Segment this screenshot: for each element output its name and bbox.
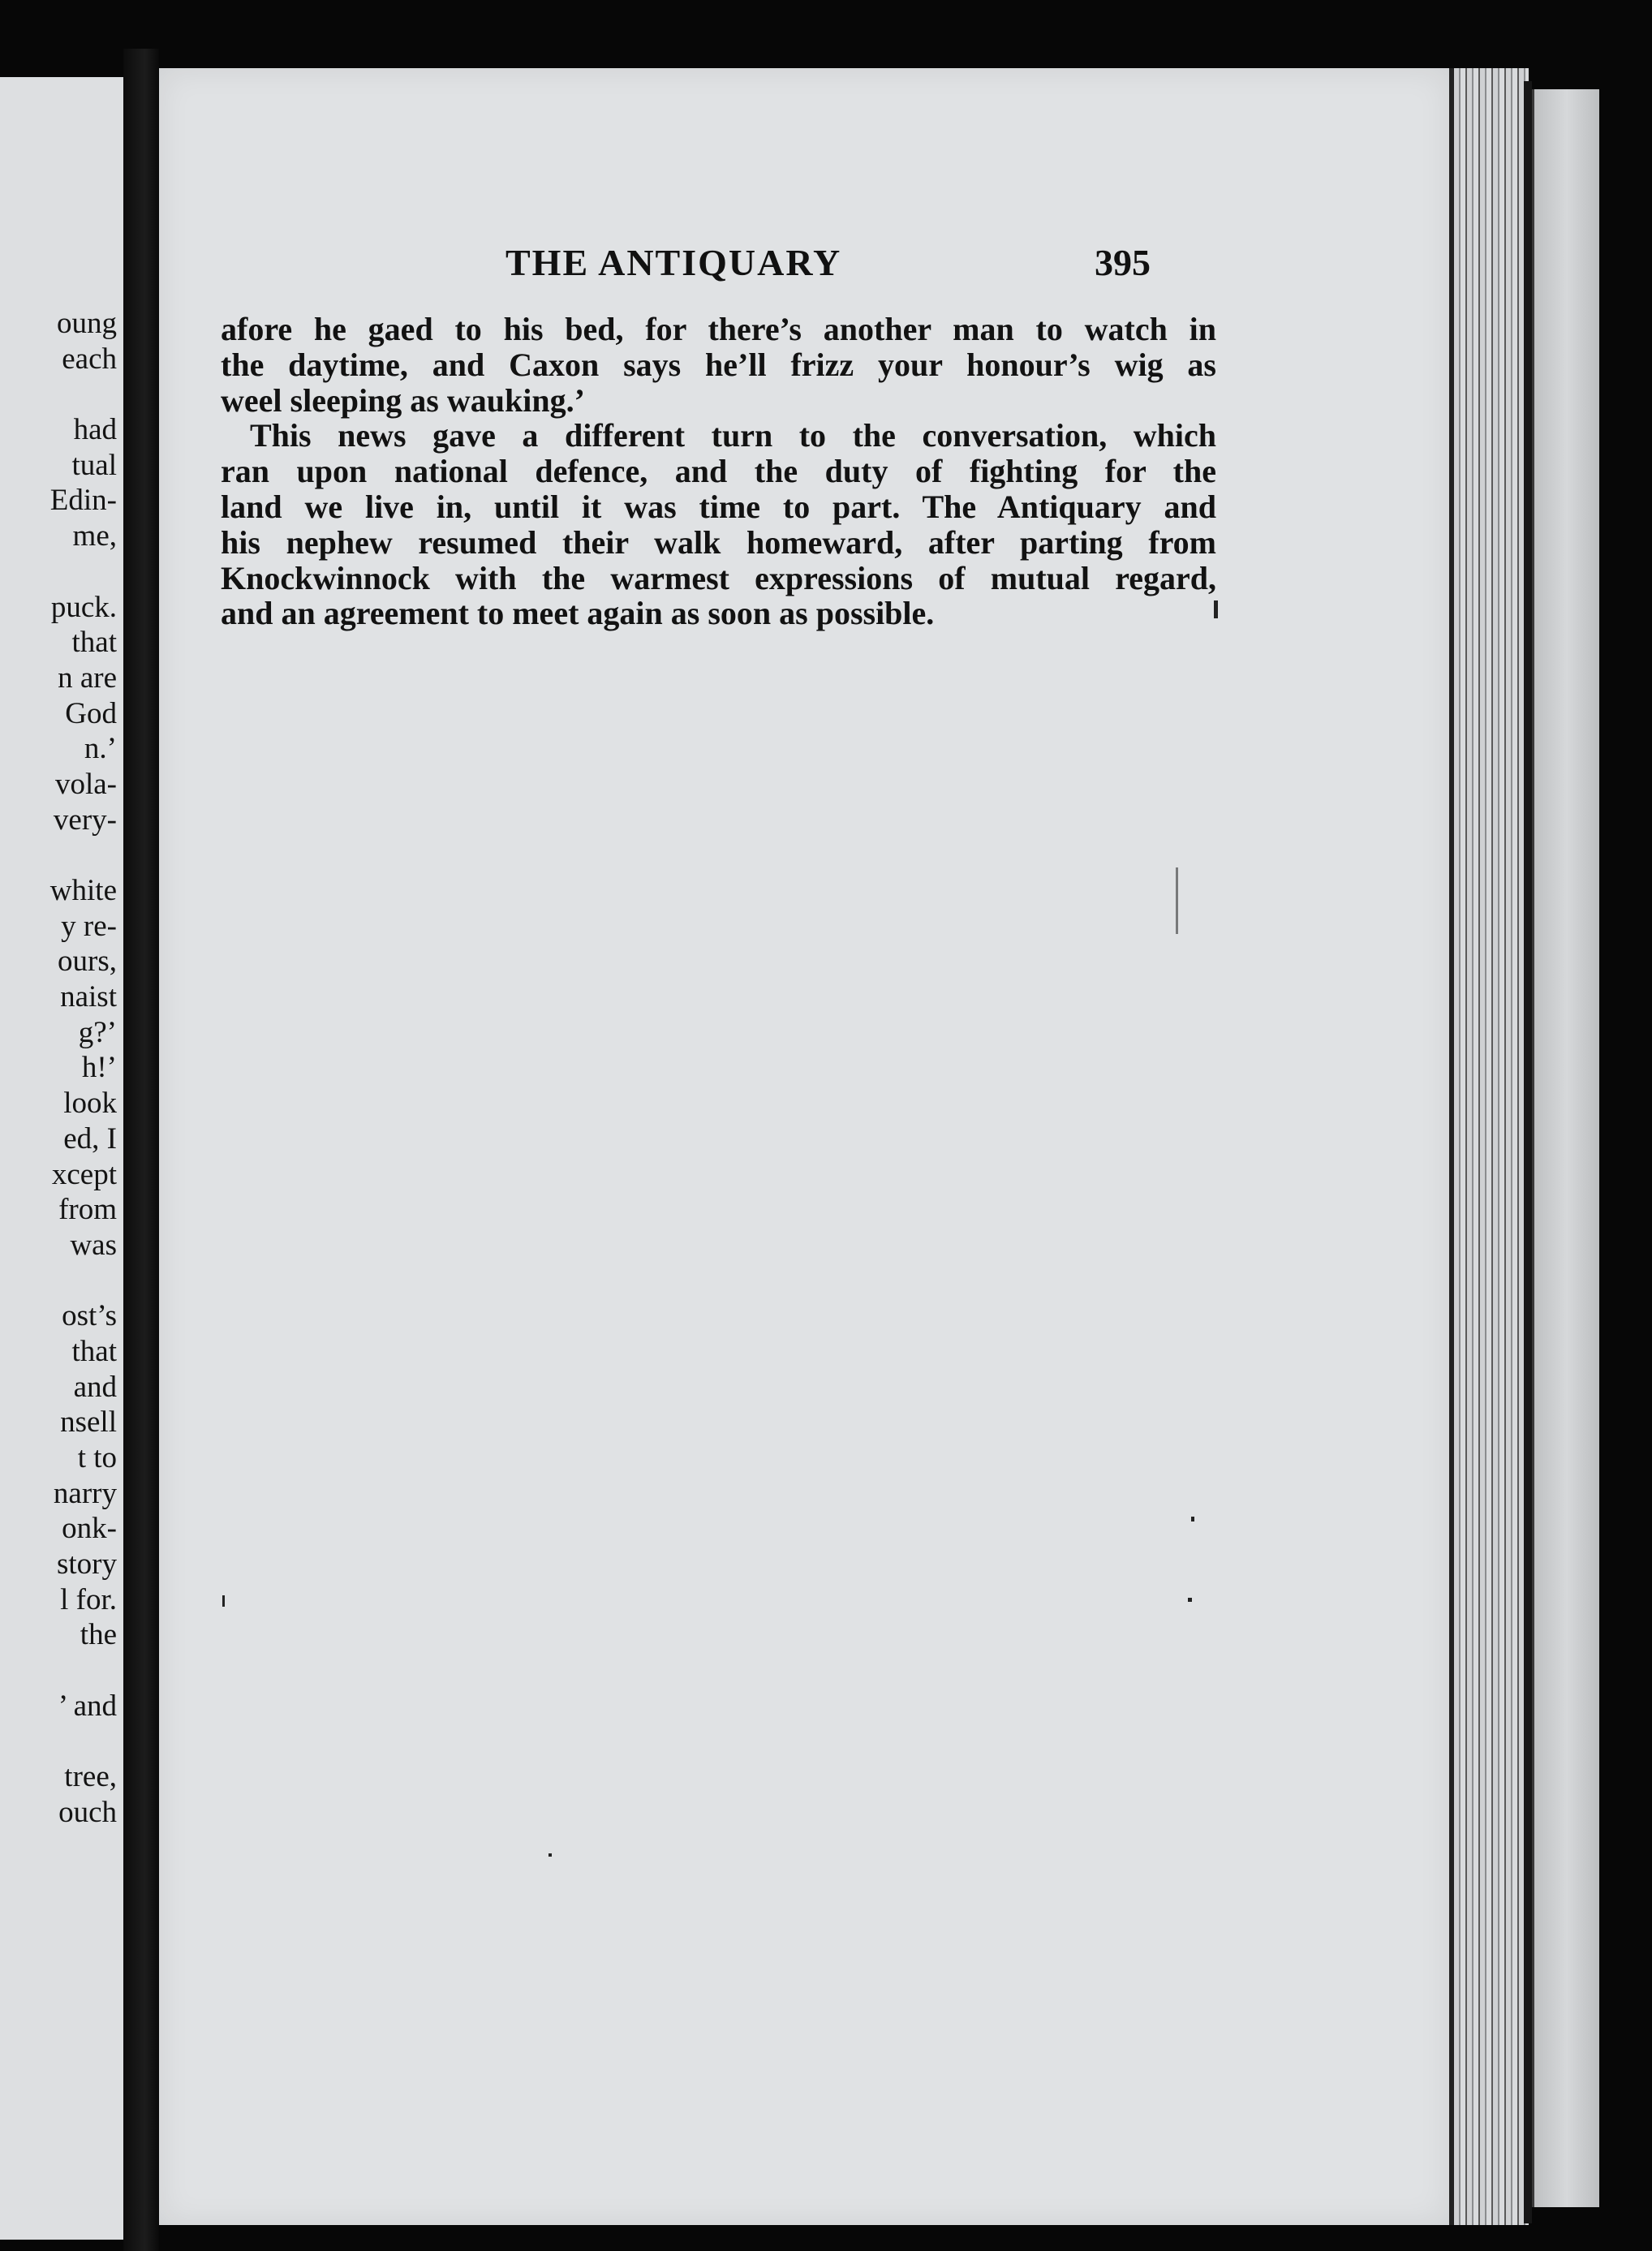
left-line: white [49,874,117,907]
text-line: afore he gaed to his bed, for there’s another man to watch in [221,311,1216,347]
left-line: naist [60,980,117,1014]
left-line: that [71,1334,117,1368]
dust-speck [549,1853,552,1857]
left-line [50,837,117,873]
running-head-title: THE ANTIQUARY [505,242,842,283]
page-body-text [221,312,1216,631]
left-line: vola- [54,767,117,801]
left-line: Edin- [49,484,117,518]
text-line: This news gave a different turn to the conversation, which [250,417,1216,454]
left-line: ’ and [58,1689,117,1723]
text-line: the daytime, and Caxon says he’ll frizz your honour’s wig as [221,346,1216,383]
left-line [50,377,117,412]
left-line: tual [71,448,117,482]
left-line [50,1263,117,1299]
left-line: story [57,1547,117,1582]
left-line: the [80,1618,117,1652]
left-line: ouch [58,1795,117,1829]
left-line: nsell [60,1405,117,1440]
left-line: oung [57,307,117,340]
left-line: very- [53,803,117,837]
dust-speck [1191,1517,1194,1521]
left-line: was [70,1228,117,1262]
left-line: God [65,696,117,730]
left-line: narry [53,1476,117,1510]
left-line: puck. [50,590,117,624]
left-line: h!’ [81,1051,117,1085]
left-line: and [73,1370,117,1404]
text-line: Knockwinnock with the warmest expressions of mutual regard, [221,559,1216,596]
text-line: ran upon national defence, and the duty of fighting for the [221,453,1216,490]
edge-shadow [1524,81,1532,2223]
left-line [50,1653,117,1689]
left-line: l for. [60,1582,117,1616]
left-line: tree, [64,1760,117,1794]
left-line: t to [77,1441,117,1474]
left-line: ed, I [63,1121,117,1156]
left-line: n are [58,661,117,695]
left-line: from [58,1193,117,1227]
text-line: land we live in, until it was time to part. The Antiquary and [221,488,1216,525]
book-cover-edge [1532,89,1599,2207]
left-line: look [63,1087,117,1121]
left-line: n.’ [84,732,117,766]
left-line: ours, [58,945,117,979]
page-number: 395 [1095,242,1151,283]
previous-page-line-ends [50,306,117,1831]
book-page [159,68,1449,2225]
left-line: g?’ [78,1015,117,1049]
left-line: y re- [61,909,117,943]
dust-speck [1176,867,1178,934]
left-line [50,1724,117,1760]
dust-speck [1188,1598,1192,1602]
dust-speck [222,1595,225,1607]
dust-speck [1214,600,1218,618]
text-line: weel sleeping as wauking.’ [221,381,585,419]
left-line: that [71,626,117,660]
left-line: xcept [51,1157,117,1191]
left-line: ost’s [62,1299,117,1333]
previous-page-fragment [0,77,127,2240]
text-line: and an agreement to meet again as soon as possible. [221,595,935,632]
left-line: onk- [62,1512,117,1546]
left-line [50,554,117,590]
left-line: each [62,342,117,376]
page-edges [1449,68,1529,2225]
left-line: me, [72,519,117,553]
text-line: his nephew resumed their walk homeward, after parting from [221,523,1216,561]
left-line: had [73,413,117,447]
binding-gutter [123,49,159,2251]
